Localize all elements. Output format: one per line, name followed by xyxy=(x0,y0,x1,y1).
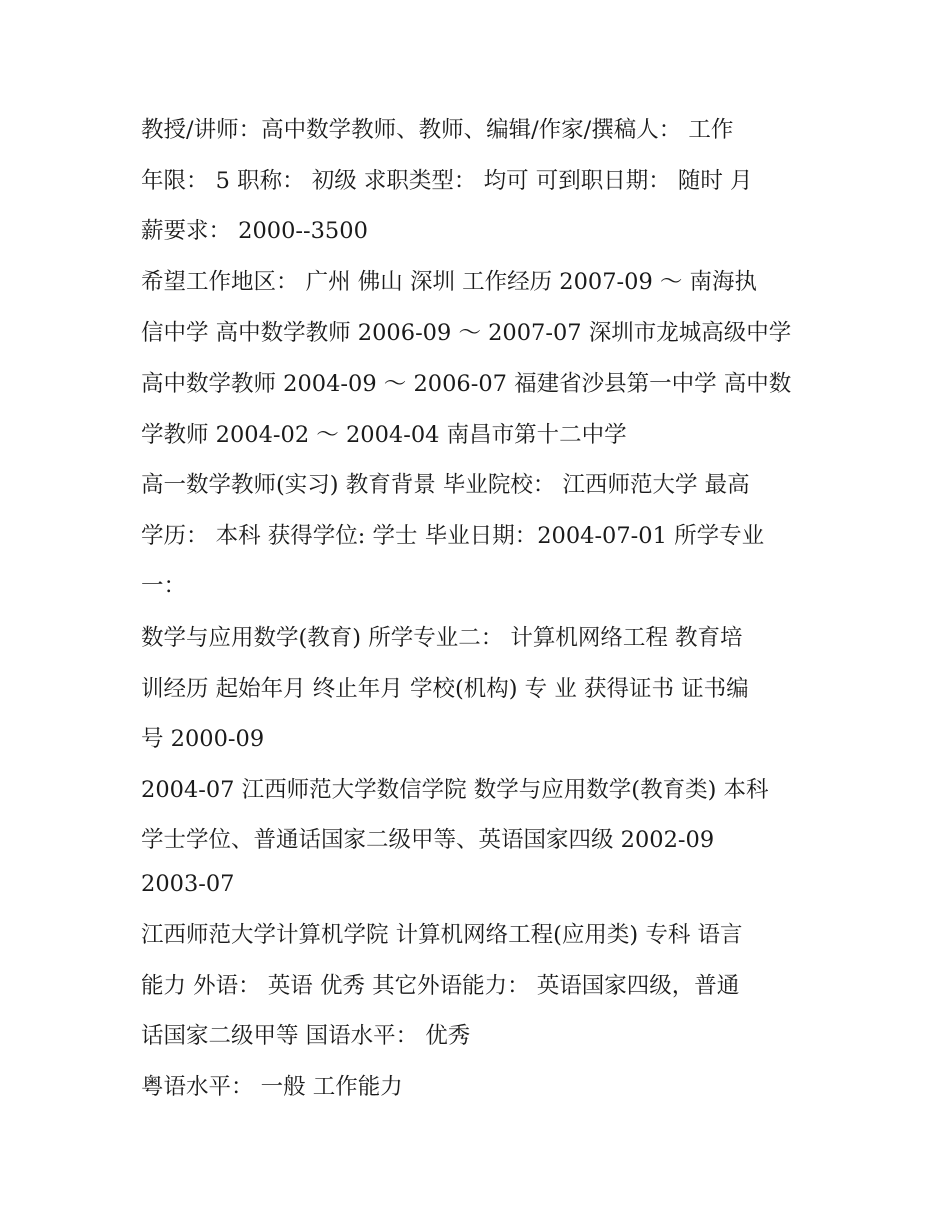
text-line: 希望工作地区： 广州 佛山 深圳 工作经历 2007-09 ～ 南海执 xyxy=(141,269,758,295)
text-line: 粤语水平： 一般 工作能力 xyxy=(141,1074,403,1100)
text-line: 2003-07 xyxy=(141,871,235,897)
text-line: 薪要求： 2000--3500 xyxy=(141,218,368,244)
text-line: 江西师范大学计算机学院 计算机网络工程(应用类) 专科 语言 xyxy=(141,922,743,948)
text-line: 高一数学教师(实习) 教育背景 毕业院校： 江西师范大学 最高 xyxy=(141,472,750,498)
text-line: 高中数学教师 2004-09 ～ 2006-07 福建省沙县第一中学 高中数 xyxy=(141,371,792,397)
text-line: 年限： 5 职称： 初级 求职类型： 均可 可到职日期： 随时 月 xyxy=(141,168,753,194)
text-line: 学教师 2004-02 ～ 2004-04 南昌市第十二中学 xyxy=(141,422,627,448)
text-line: 号 2000-09 xyxy=(141,726,265,752)
text-line: 一： xyxy=(141,573,187,599)
text-line: 信中学 高中数学教师 2006-09 ～ 2007-07 深圳市龙城高级中学 xyxy=(141,320,792,346)
text-line: 教授/讲师：高中数学教师、教师、编辑/作家/撰稿人： 工作 xyxy=(141,117,734,143)
text-line: 数学与应用数学(教育) 所学专业二： 计算机网络工程 教育培 xyxy=(141,625,743,651)
text-line: 2004-07 江西师范大学数信学院 数学与应用数学(教育类) 本科 xyxy=(141,777,769,803)
text-line: 能力 外语： 英语 优秀 其它外语能力： 英语国家四级，普通 xyxy=(141,973,740,999)
text-line: 训经历 起始年月 终止年月 学校(机构) 专 业 获得证书 证书编 xyxy=(141,676,749,702)
text-line: 学士学位、普通话国家二级甲等、英语国家四级 2002-09 xyxy=(141,827,715,853)
text-line: 学历： 本科 获得学位: 学士 毕业日期：2004-07-01 所学专业 xyxy=(141,523,765,549)
text-line: 话国家二级甲等 国语水平： 优秀 xyxy=(141,1023,471,1049)
